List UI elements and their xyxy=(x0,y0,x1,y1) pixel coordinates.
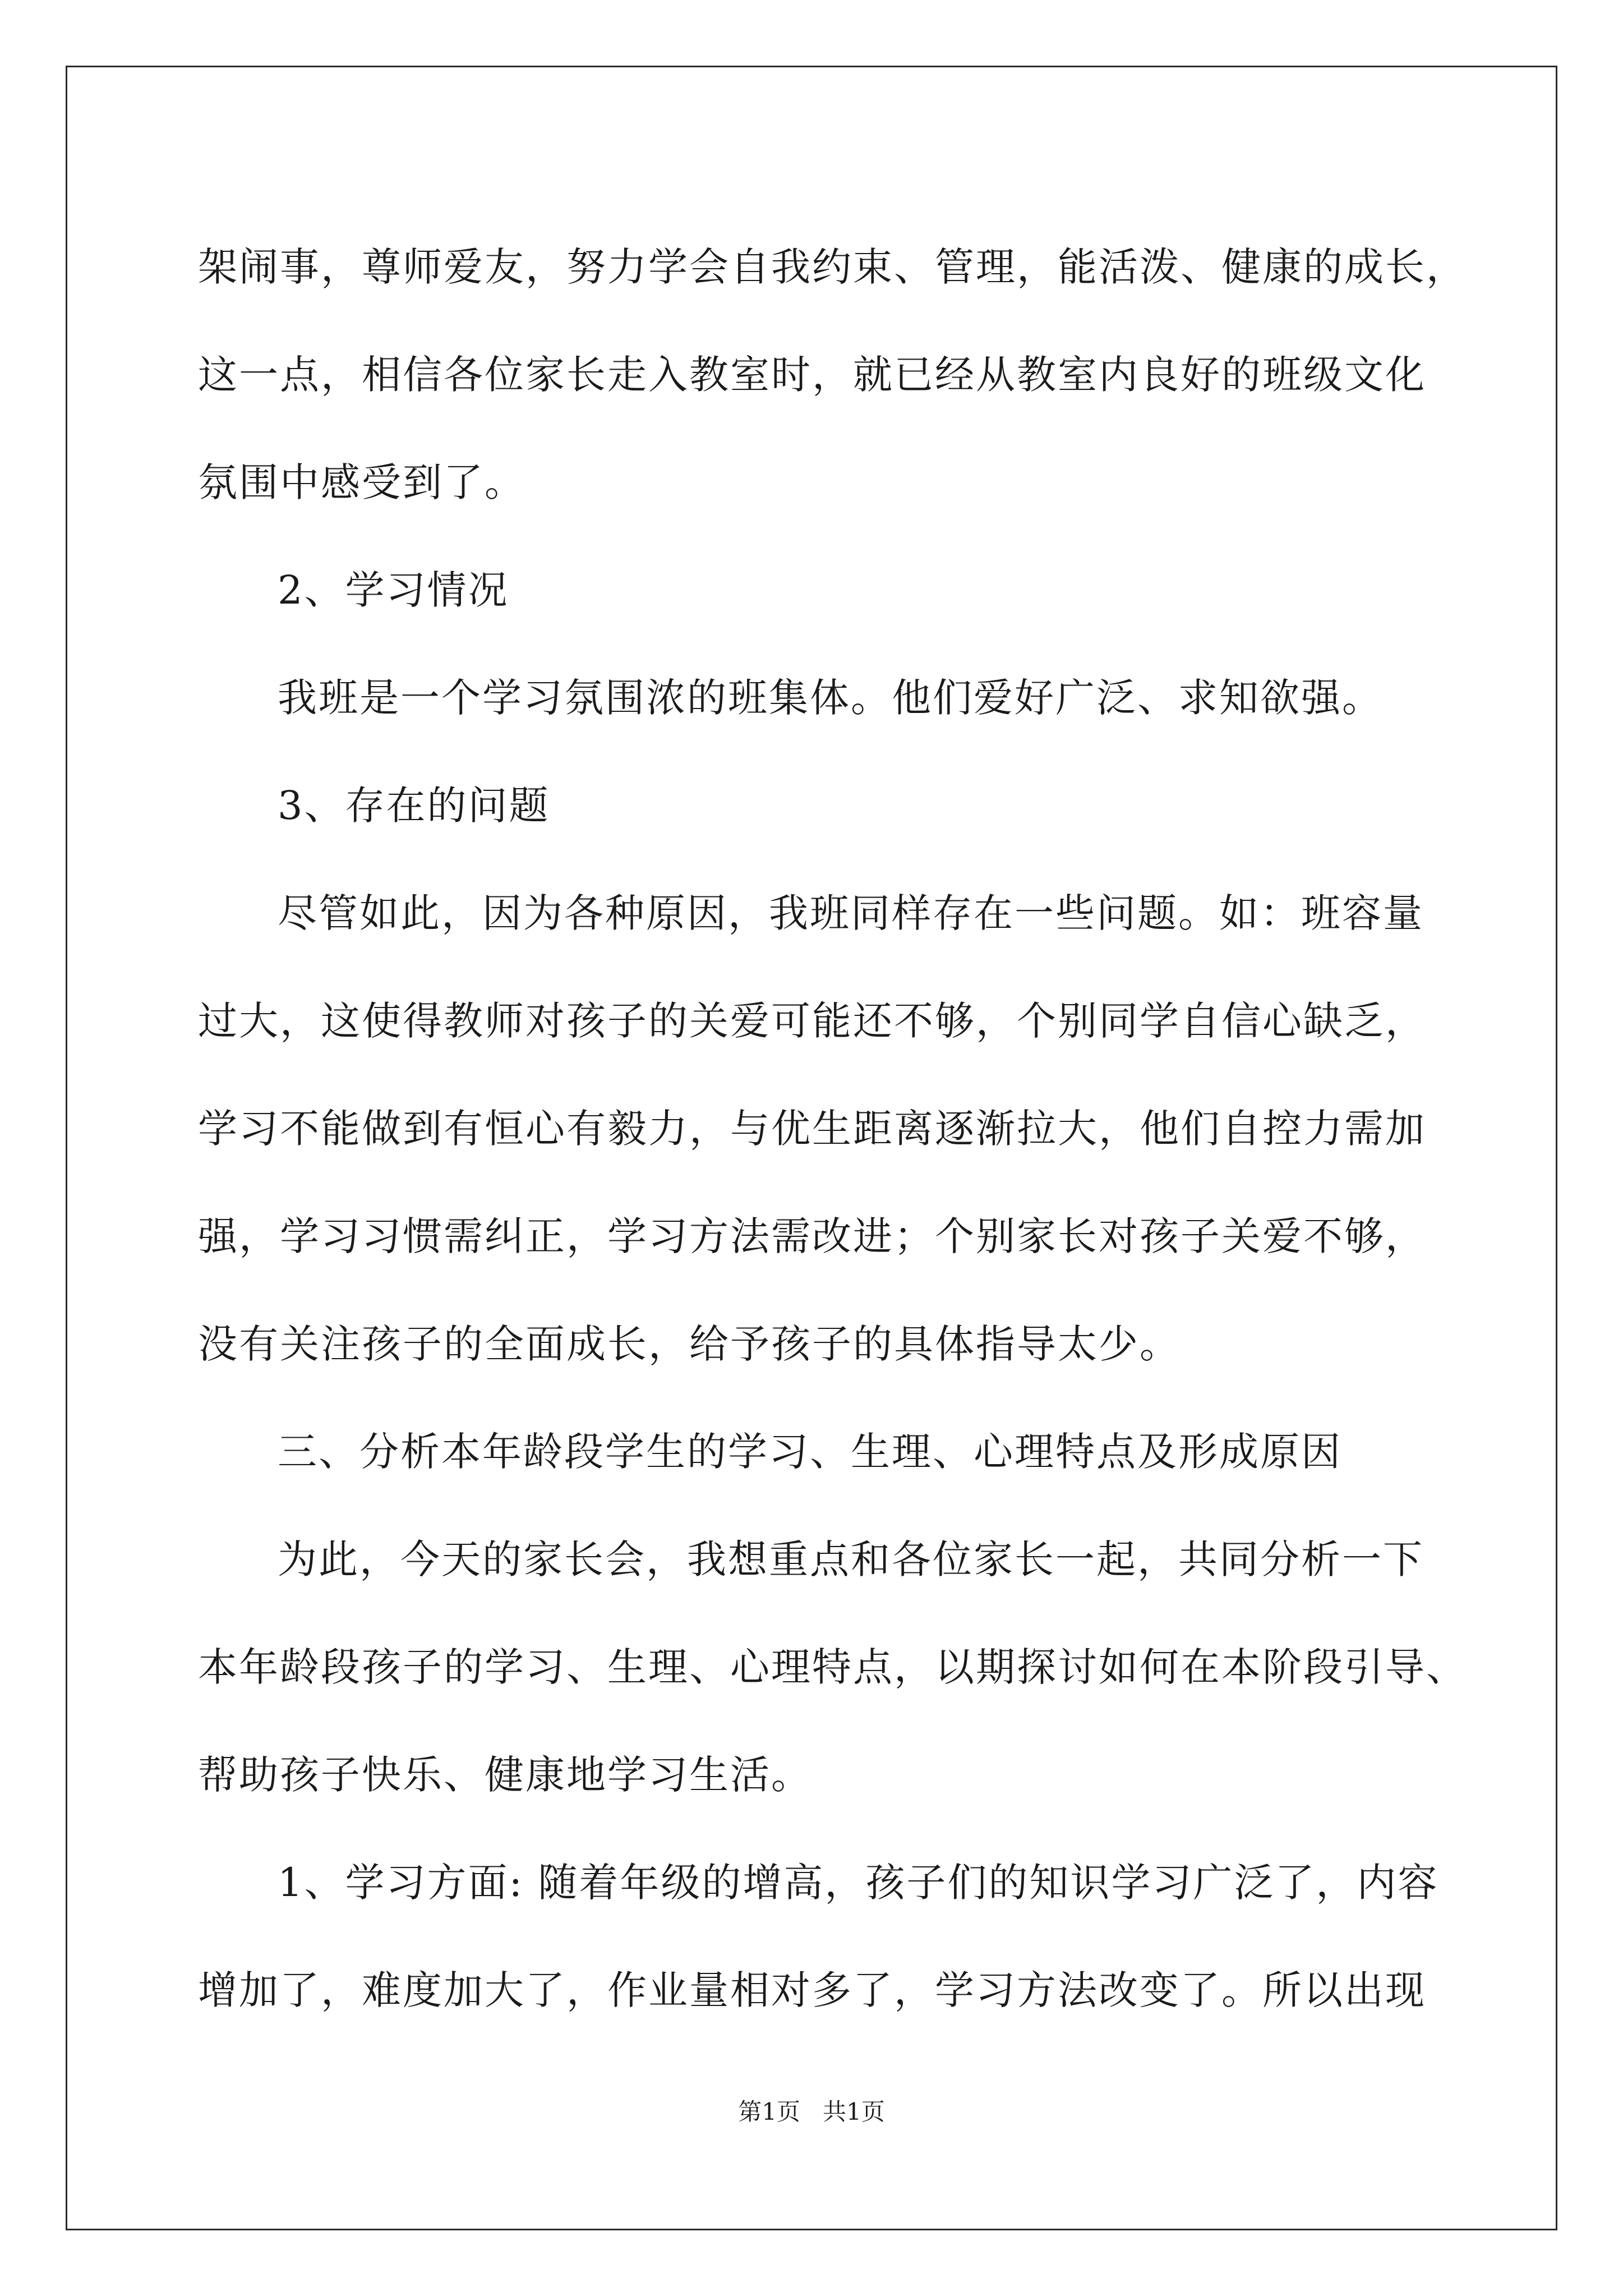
paragraph-line: 帮助孩子快乐、健康地学习生活。 xyxy=(198,1752,812,1798)
paragraph-line: 为此，今天的家长会，我想重点和各位家长一起，共同分析一下 xyxy=(278,1536,1424,1582)
paragraph-line: 本年龄段孩子的学习、生理、心理特点，以期探讨如何在本阶段引导、 xyxy=(198,1644,1467,1690)
document-body xyxy=(198,213,1467,2044)
paragraph-line: 1、学习方面: 随着年级的增高，孩子们的知识学习广泛了，内容 xyxy=(278,1860,1439,1906)
paragraph-line: 过大，这使得教师对孩子的关爱可能还不够，个别同学自信心缺乏， xyxy=(198,998,1426,1044)
paragraph-line: 学习不能做到有恒心有毅力，与优生距离逐渐拉大，他们自控力需加 xyxy=(198,1106,1426,1152)
section-heading: 3、存在的问题 xyxy=(278,783,550,829)
paragraph-line: 架闹事，尊师爱友，努力学会自我约束、管理，能活泼、健康的成长， xyxy=(198,244,1467,290)
paragraph-line: 强，学习习惯需纠正，学习方法需改进；个别家长对孩子关爱不够， xyxy=(198,1213,1426,1259)
paragraph-line: 增加了，难度加大了，作业量相对多了，学习方法改变了。所以出现 xyxy=(198,1967,1426,2013)
paragraph-line: 我班是一个学习氛围浓的班集体。他们爱好广泛、求知欲强。 xyxy=(278,675,1383,721)
page-footer: 第1页 共1页 xyxy=(738,2098,885,2125)
paragraph-line: 这一点，相信各位家长走入教室时，就已经从教室内良好的班级文化 xyxy=(198,352,1426,398)
section-heading: 2、学习情况 xyxy=(278,567,509,613)
paragraph-line: 没有关注孩子的全面成长，给予孩子的具体指导太少。 xyxy=(198,1321,1181,1367)
paragraph-line: 尽管如此，因为各种原因，我班同样存在一些问题。如：班容量 xyxy=(278,890,1424,936)
section-heading: 三、分析本年龄段学生的学习、生理、心理特点及形成原因 xyxy=(278,1429,1342,1475)
paragraph-line: 氛围中感受到了。 xyxy=(198,459,525,505)
